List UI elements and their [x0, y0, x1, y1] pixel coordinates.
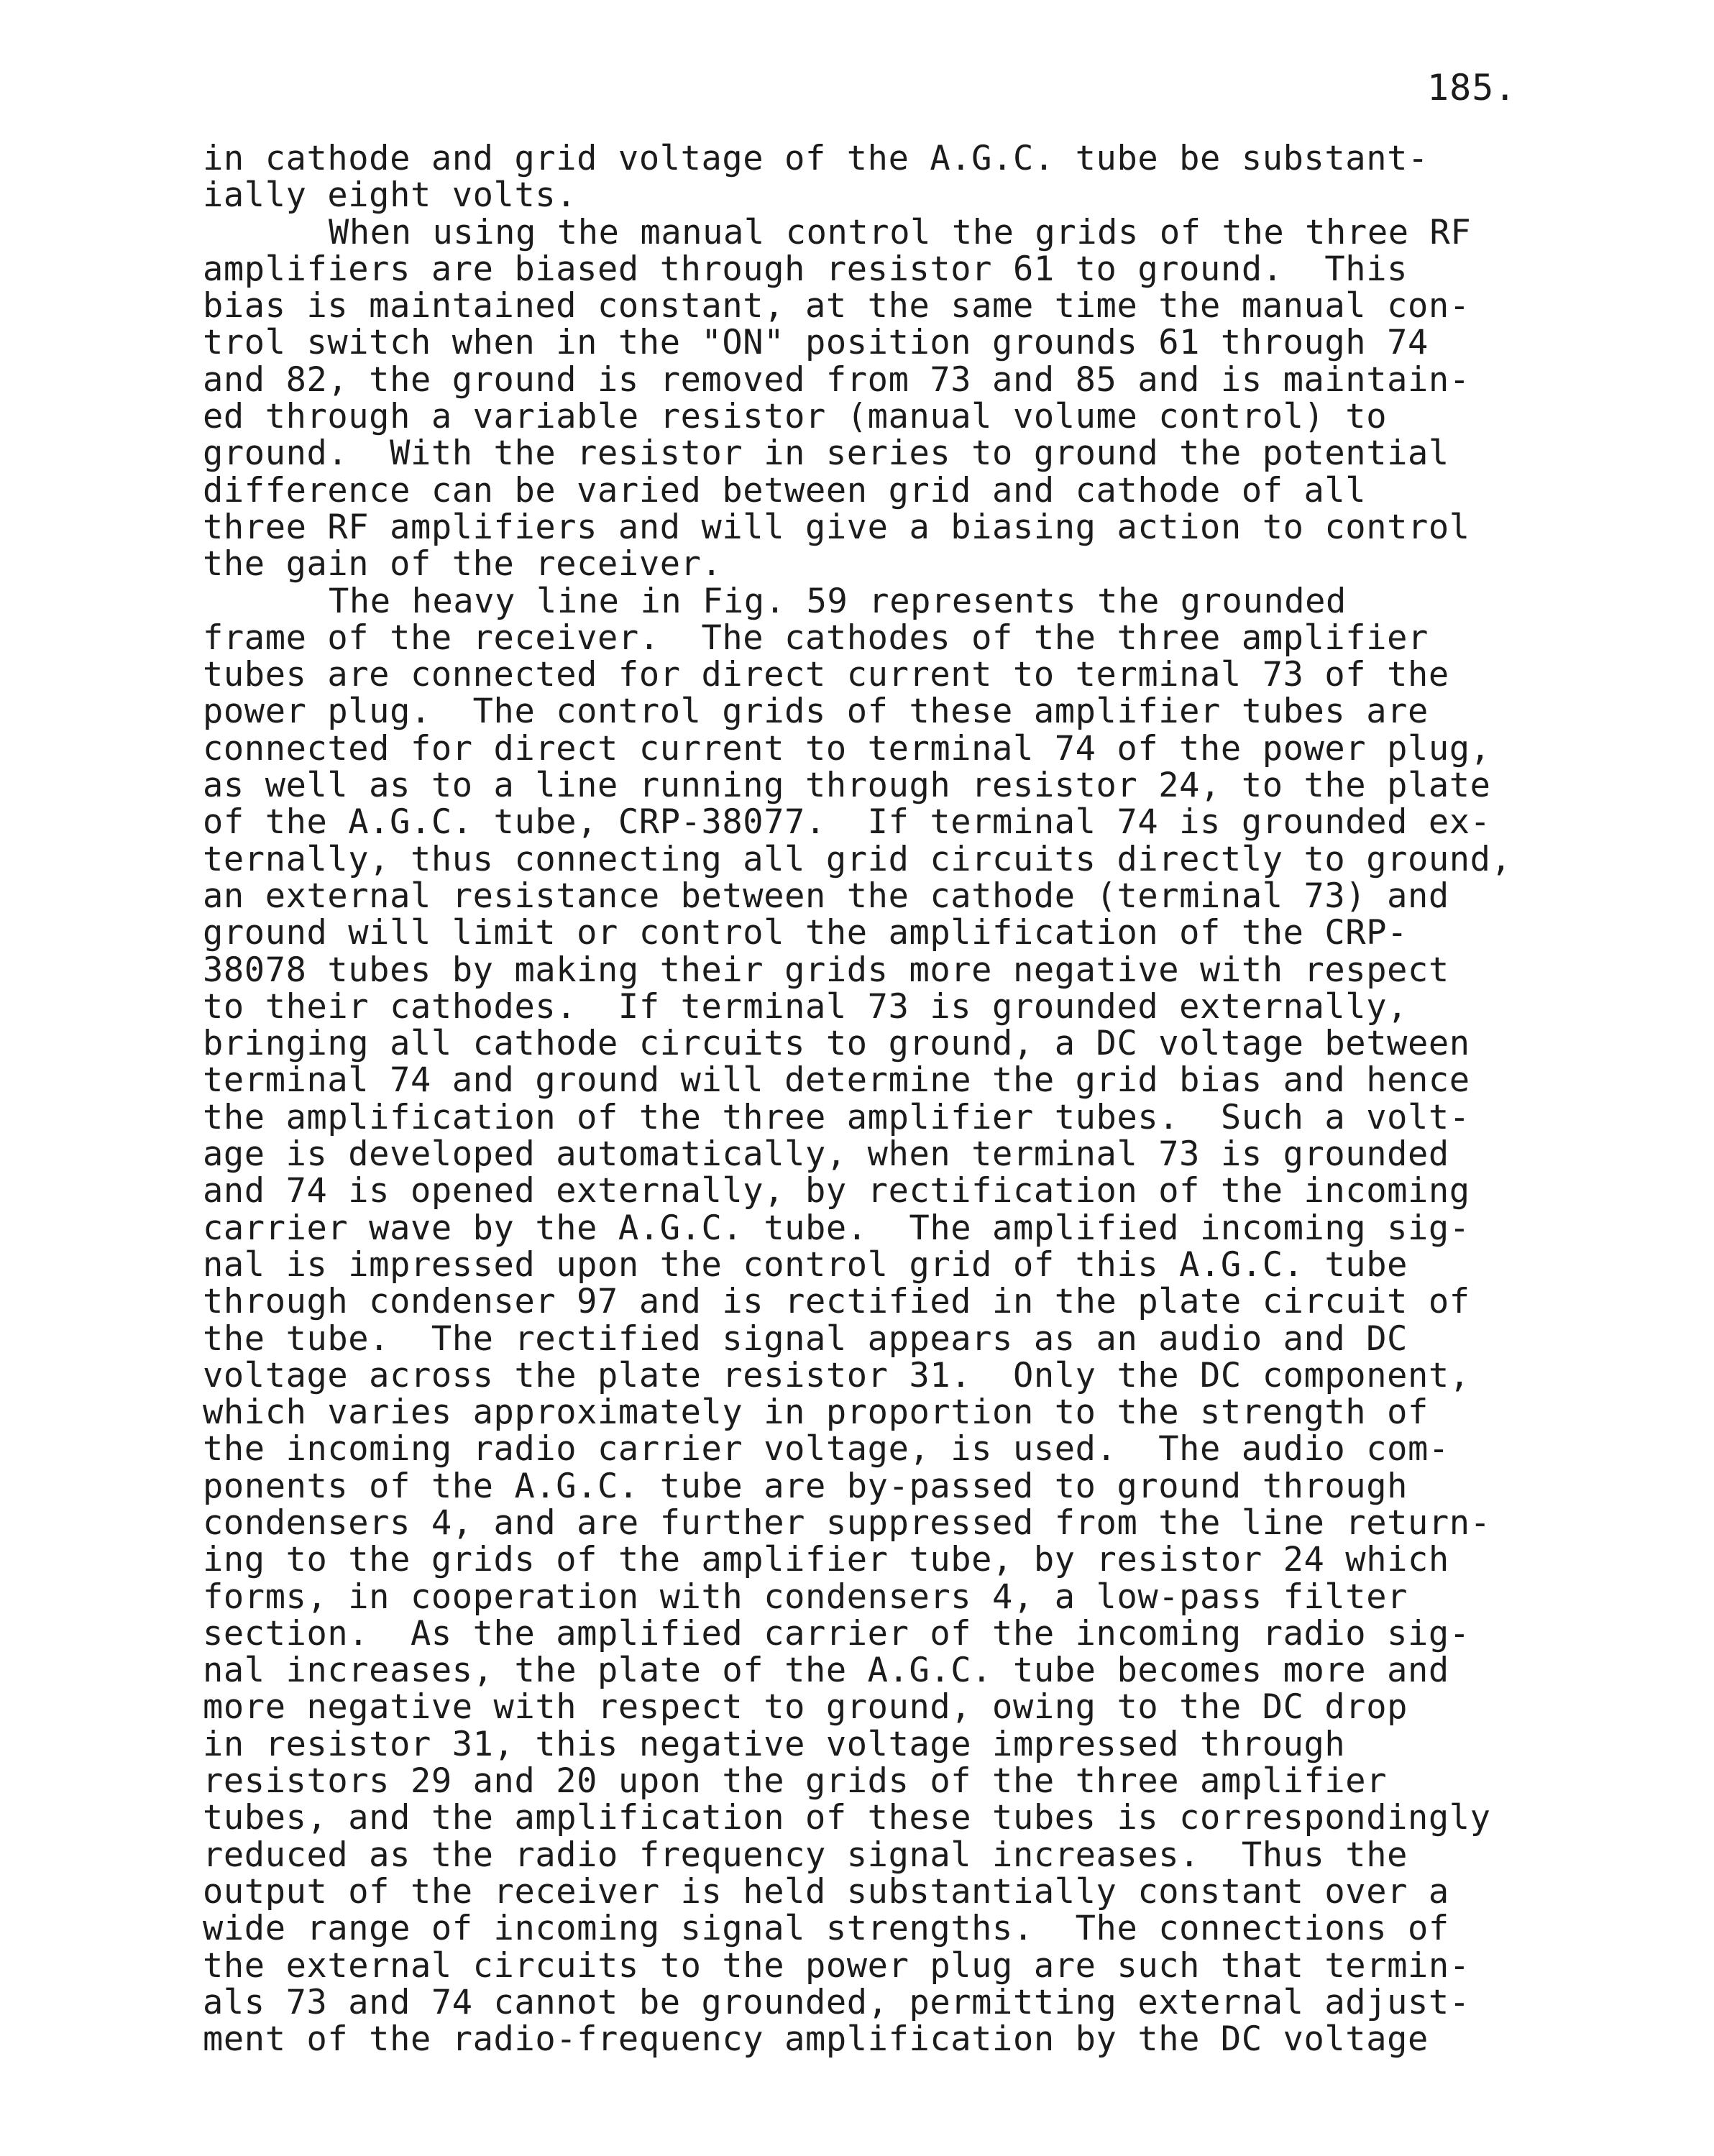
text-line: frame of the receiver. The cathodes of the three amplifier	[203, 618, 1429, 658]
text-line: in cathode and grid voltage of the A.G.C. tube be substant-	[203, 139, 1429, 178]
text-line: the tube. The rectified signal appears as an audio and DC	[203, 1318, 1408, 1359]
text-line: bias is maintained constant, at the same time the manual con-	[203, 286, 1470, 326]
text-line: the external circuits to the power plug are such that termin-	[203, 1945, 1470, 1986]
text-line: ially eight volts.	[203, 175, 577, 216]
text-line: 38078 tubes by making their grids more negative with respect	[203, 950, 1449, 990]
text-line: nal increases, the plate of the A.G.C. tube becomes more and	[203, 1651, 1449, 1691]
text-line: the amplification of the three amplifier tubes. Such a volt-	[203, 1097, 1470, 1137]
text-line: difference can be varied between grid and cathode of all	[203, 470, 1367, 510]
body-text	[203, 140, 1698, 2058]
text-line: as well as to a line running through resistor 24, to the plate	[203, 766, 1491, 806]
text-line: an external resistance between the cathode (terminal 73) and	[203, 876, 1449, 916]
text-line: nal is impressed upon the control grid of this A.G.C. tube	[203, 1244, 1408, 1285]
text-line: which varies approximately in proportion to the strength of	[203, 1393, 1429, 1433]
text-line: tubes are connected for direct current to terminal 73 of the	[203, 655, 1449, 695]
text-line: and 74 is opened externally, by rectification of the incoming	[203, 1171, 1470, 1211]
text-line: voltage across the plate resistor 31. Only the DC component,	[203, 1355, 1470, 1395]
text-line: terminal 74 and ground will determine the grid bias and hence	[203, 1060, 1470, 1101]
text-line: resistors 29 and 20 upon the grids of the three amplifier	[203, 1761, 1388, 1802]
text-line: ground. With the resistor in series to ground the potential	[203, 434, 1449, 474]
text-line: connected for direct current to terminal 74 of the power plug,	[203, 728, 1491, 769]
text-line: more negative with respect to ground, owing to the DC drop	[203, 1687, 1408, 1728]
text-line: ing to the grids of the amplifier tube, by resistor 24 which	[203, 1540, 1449, 1580]
text-line: three RF amplifiers and will give a biasing action to control	[203, 507, 1470, 547]
text-line: The heavy line in Fig. 59 represents the grounded	[329, 581, 1347, 621]
text-line: the incoming radio carrier voltage, is used. The audio com-	[203, 1429, 1449, 1469]
text-line: to their cathodes. If terminal 73 is grounded externally,	[203, 986, 1408, 1027]
text-line: tubes, and the amplification of these tubes is correspondingly	[203, 1798, 1491, 1838]
text-line: carrier wave by the A.G.C. tube. The amplified incoming sig-	[203, 1208, 1470, 1248]
text-line: age is developed automatically, when terminal 73 is grounded	[203, 1134, 1449, 1175]
text-line: als 73 and 74 cannot be grounded, permitting external adjust-	[203, 1982, 1470, 2022]
text-line: section. As the amplified carrier of the incoming radio sig-	[203, 1613, 1470, 1653]
text-line: and 82, the ground is removed from 73 and 85 and is maintain-	[203, 359, 1470, 400]
text-line: ground will limit or control the amplification of the CRP-	[203, 913, 1408, 953]
text-line: condensers 4, and are further suppressed from the line return-	[203, 1503, 1491, 1543]
text-line: When using the manual control the grids of the three RF	[329, 212, 1472, 252]
text-line: forms, in cooperation with condensers 4, a low-pass filter	[203, 1577, 1408, 1617]
text-line: power plug. The control grids of these amplifier tubes are	[203, 692, 1429, 732]
text-line: ternally, thus connecting all grid circuits directly to ground,	[203, 839, 1512, 879]
text-line: ponents of the A.G.C. tube are by-passed to ground through	[203, 1466, 1408, 1506]
text-line: wide range of incoming signal strengths. The connections of	[203, 1909, 1449, 1949]
page-number: 185.	[1427, 67, 1517, 109]
text-line: bringing all cathode circuits to ground, a DC voltage between	[203, 1024, 1470, 1064]
text-line: amplifiers are biased through resistor 61 to ground. This	[203, 249, 1408, 289]
text-line: through condenser 97 and is rectified in the plate circuit of	[203, 1282, 1470, 1322]
text-line: of the A.G.C. tube, CRP-38077. If terminal 74 is grounded ex-	[203, 802, 1491, 843]
text-line: output of the receiver is held substantially constant over a	[203, 1871, 1449, 1912]
text-line: ment of the radio-frequency amplification by the DC voltage	[203, 2019, 1429, 2060]
text-line: trol switch when in the "ON" position grounds 61 through 74	[203, 323, 1429, 363]
text-line: reduced as the radio frequency signal increases. Thus the	[203, 1835, 1408, 1875]
text-line: in resistor 31, this negative voltage impressed through	[203, 1724, 1346, 1764]
text-line: ed through a variable resistor (manual volume control) to	[203, 397, 1388, 437]
text-line: the gain of the receiver.	[203, 544, 723, 584]
